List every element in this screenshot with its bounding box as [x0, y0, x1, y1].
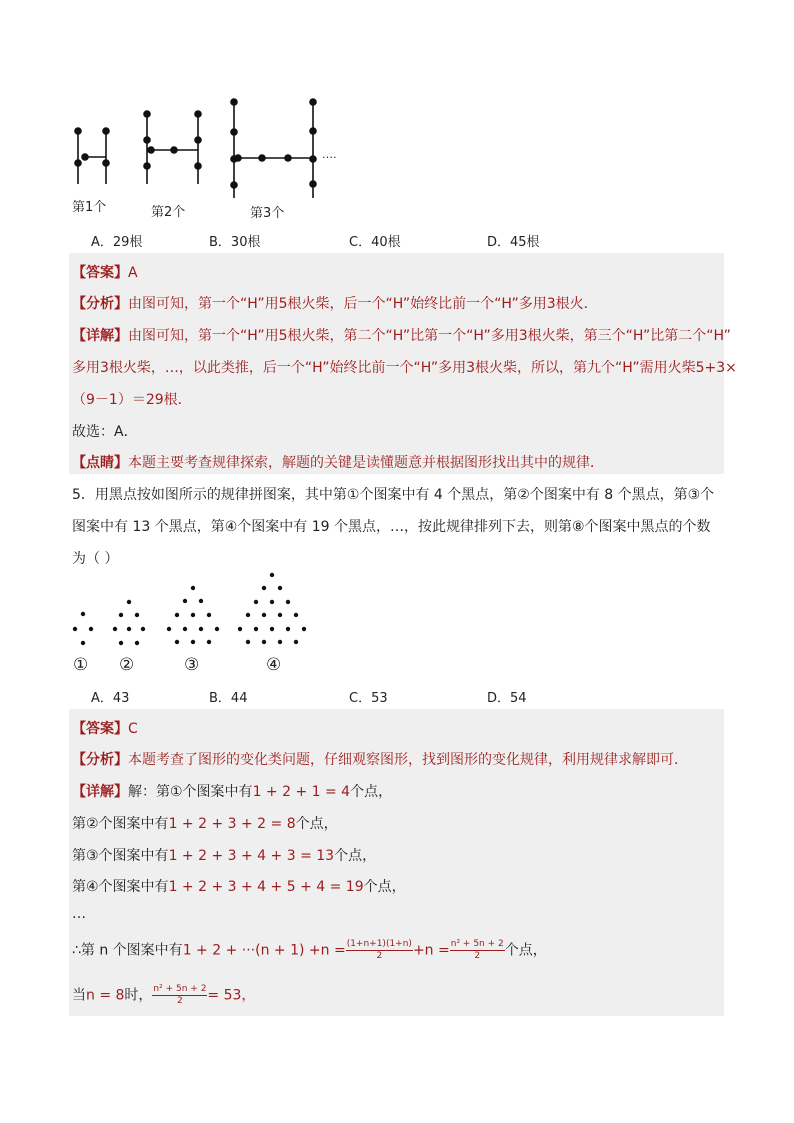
q4-option-b: B．30根 [209, 235, 261, 250]
q4-answer: 【答案】A [72, 265, 138, 281]
q5-question-line1: 5．用黑点按如图所示的规律拼图案，其中第①个图案中有 4 个黑点，第②个图案中有 8 个黑点，第③个 [72, 487, 715, 503]
q4-detail-line1: 【详解】由图可知，第一个“H”用5根火柴，第二个“H”比第一个“H”多用3根火柴，第三个“H”比第二个“H” [72, 328, 731, 344]
fraction-2: $\frac{\text{n² + 5n + 2}}{2}$ [450, 939, 504, 961]
q5-detail-line1: 【详解】解：第①个图案中有1 + 2 + 1 = 4个点， [72, 784, 393, 800]
q5-detail-line3: 第③个图案中有1 + 2 + 3 + 4 + 3 = 13个点， [72, 848, 377, 864]
q4-option-c: C．40根 [349, 235, 401, 250]
figure-label-1: 第1个 [72, 200, 107, 215]
q4-option-d: D．45根 [487, 235, 540, 250]
q5-analysis: 【分析】本题考查了图形的变化类问题，仔细观察图形，找到图形的变化规律，利用规律求解即可． [72, 752, 688, 768]
q5-detail-line2: 第②个图案中有1 + 2 + 3 + 2 = 8个点， [72, 816, 338, 832]
q5-option-c: C．53 [349, 691, 388, 706]
pattern-label-3: ③ [184, 655, 200, 675]
q4-analysis: 【分析】由图可知，第一个“H”用5根火柴，后一个“H”始终比前一个“H”多用3根火． [72, 296, 598, 312]
q4-option-a: A．29根 [91, 235, 143, 250]
q4-comment: 【点睛】本题主要考查规律探索，解题的关键是读懂题意并根据图形找出其中的规律． [72, 455, 604, 471]
q5-question-line3: 为（ ） [72, 551, 119, 567]
q5-option-d: D．54 [487, 691, 527, 706]
fraction-3: $\frac{\text{n² + 5n + 2}}{2}$ [153, 984, 207, 1006]
q5-question-line2: 图案中有 13 个黑点，第④个图案中有 19 个黑点，…，按此规律排列下去，则第⑧个图案中黑点的个数 [72, 519, 711, 535]
q5-option-b: B．44 [209, 691, 248, 706]
pattern-label-2: ② [119, 655, 135, 675]
q5-final-answer: 当n = 8时， $\frac{\text{n² + 5n + 2}}{2}$ = 53， [72, 984, 256, 1006]
figure-ellipsis: …. [322, 148, 337, 161]
q4-detail-line2: 多用3根火柴，…，以此类推，后一个“H”始终比前一个“H”多用3根火柴，所以，第九个“H”需用火柴5+3× [72, 360, 737, 376]
pattern-label-4: ④ [266, 655, 282, 675]
q4-choice: 故选：A． [72, 424, 138, 440]
figure-label-2: 第2个 [151, 205, 186, 220]
q5-option-a: A．43 [91, 691, 130, 706]
pattern-label-1: ① [73, 655, 89, 675]
q5-detail-line4: 第④个图案中有1 + 2 + 3 + 4 + 5 + 4 = 19个点， [72, 879, 406, 895]
q5-ellipsis: … [72, 906, 86, 922]
fraction-1: $\frac{(1+n+1)(1+n)}{2}$ [346, 939, 412, 961]
q5-answer: 【答案】C [72, 721, 138, 737]
q4-detail-line3: （9－1）＝29根． [72, 392, 192, 408]
q5-general-formula: ∴第 n 个图案中有1 + 2 + ···(n + 1) +n = $\frac{(1+n+1)(1+n)}{2}$ +n = $\frac{\text{n² + 5n + 2}}{2}$ 个点， [72, 939, 547, 961]
figure-label-3: 第3个 [250, 206, 285, 221]
